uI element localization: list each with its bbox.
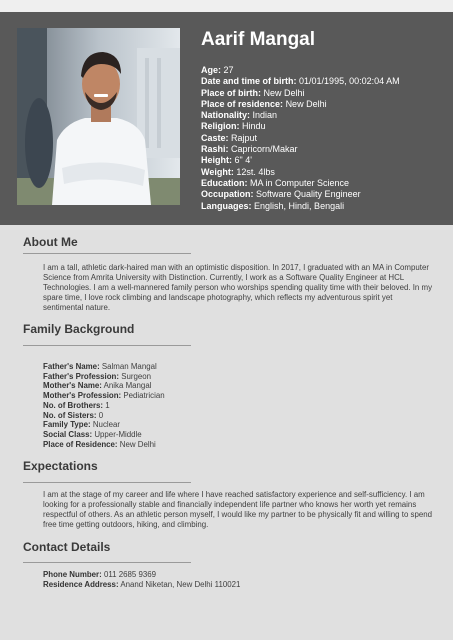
profile-photo-illustration [17,28,180,205]
detail-occupation [201,189,451,200]
detail-value: Indian [252,110,278,121]
contact-address [43,580,423,590]
contact-title: Contact Details [23,540,111,554]
family-mothers-profession [43,391,423,401]
family-value: Nuclear [92,420,121,430]
detail-place-of-residence [201,99,451,110]
profile-photo [17,28,180,205]
detail-value: Software Quality Engineer [256,189,361,200]
detail-label: Religion: [201,121,240,132]
detail-languages [201,201,451,212]
family-value: Surgeon [121,371,152,381]
detail-age [201,65,451,76]
contact-divider [23,562,191,563]
detail-label: Languages: [201,200,252,211]
family-details-list [43,362,423,449]
detail-label: Place of residence: [201,98,284,109]
family-label: Place of Residence: [43,439,118,449]
detail-value: MA in Computer Science [250,177,350,188]
family-brothers [43,401,423,411]
family-value: Upper-Middle [94,429,142,439]
contact-phone [43,570,423,580]
family-title: Family Background [23,322,135,336]
detail-value: English, Hindi, Bengali [254,200,345,211]
detail-label: Age: [201,65,221,75]
family-value: Pediatrician [123,391,165,401]
detail-label: Education: [201,177,248,188]
detail-label: Height: [201,155,232,166]
family-label: Father's Profession: [43,371,119,381]
family-divider [23,345,191,346]
family-label: Mother's Profession: [43,391,122,401]
contact-label: Residence Address: [43,579,119,589]
family-value: Salman Mangal [101,362,157,371]
family-value: 1 [105,400,110,410]
contact-value: Anand Niketan, New Delhi 110021 [120,579,241,589]
family-label: No. of Brothers: [43,400,104,410]
family-mothers-name [43,381,423,391]
detail-nationality [201,110,451,121]
family-fathers-profession [43,372,423,382]
family-value: New Delhi [119,439,156,449]
contact-label: Phone Number: [43,570,102,579]
expectations-text: I am at the stage of my career and life where I have reached satisfactory experience and self-sufficiency. I am looking for a professionally stable and financially independent life partner who knows her worth yet remains respectful of others. As an athletic person myself, I would like my partner to be physically fit and willing to spend free time getting outdoors, hiking, and climbing. [43,490,433,529]
detail-value: 12st. 4lbs [236,166,275,177]
family-social-class [43,430,423,440]
detail-value: 6" 4' [234,155,252,166]
expectations-divider [23,482,191,483]
family-sisters [43,411,423,421]
detail-caste [201,133,451,144]
detail-label: Caste: [201,132,229,143]
profile-name: Aarif Mangal [201,29,316,50]
detail-label: Date and time of birth: [201,76,297,87]
family-place-of-residence [43,440,423,450]
family-label: Mother's Name: [43,381,102,391]
detail-education [201,178,451,189]
detail-label: Place of birth: [201,87,262,98]
detail-value: 01/01/1995, 00:02:04 AM [299,76,400,87]
detail-value: New Delhi [263,87,305,98]
profile-header [0,12,453,225]
family-label: No. of Sisters: [43,410,97,420]
detail-religion [201,121,451,132]
family-value: 0 [98,410,104,420]
family-value: Anika Mangal [103,381,152,391]
detail-value: Rajput [231,132,258,143]
detail-rashi [201,144,451,155]
detail-label: Rashi: [201,144,229,155]
contact-details-list [43,570,423,589]
family-label: Father's Name: [43,362,100,371]
expectations-title: Expectations [23,459,98,473]
about-title: About Me [23,235,78,249]
detail-birth-datetime [201,76,451,87]
top-strip [0,0,453,12]
detail-label: Weight: [201,166,234,177]
family-label: Social Class: [43,429,93,439]
family-label: Family Type: [43,420,91,430]
about-divider [23,253,191,254]
detail-place-of-birth [201,88,451,99]
detail-value: 27 [223,65,234,75]
family-type [43,420,423,430]
personal-details-list [201,65,451,212]
detail-weight [201,167,451,178]
detail-value: New Delhi [285,98,327,109]
detail-value: Capricorn/Makar [231,144,298,155]
detail-value: Hindu [242,121,266,132]
detail-label: Occupation: [201,189,254,200]
detail-label: Nationality: [201,110,251,121]
contact-value: 011 2685 9369 [103,570,157,579]
about-text: I am a tall, athletic dark-haired man with an optimistic disposition. In 2017, I graduated with an MA in Computer Science from Amrita University with Distinction. Currently, I work as a Software Quality Engineer at HCL Technologies. I am a well-mannered family person who worships spending quality time with their beloved. In my spare time, I love rock climbing and landscape photography, which reflects my adventurous spirit yet sentimental nature. [43,263,433,312]
family-fathers-name [43,362,423,372]
detail-height [201,155,451,166]
